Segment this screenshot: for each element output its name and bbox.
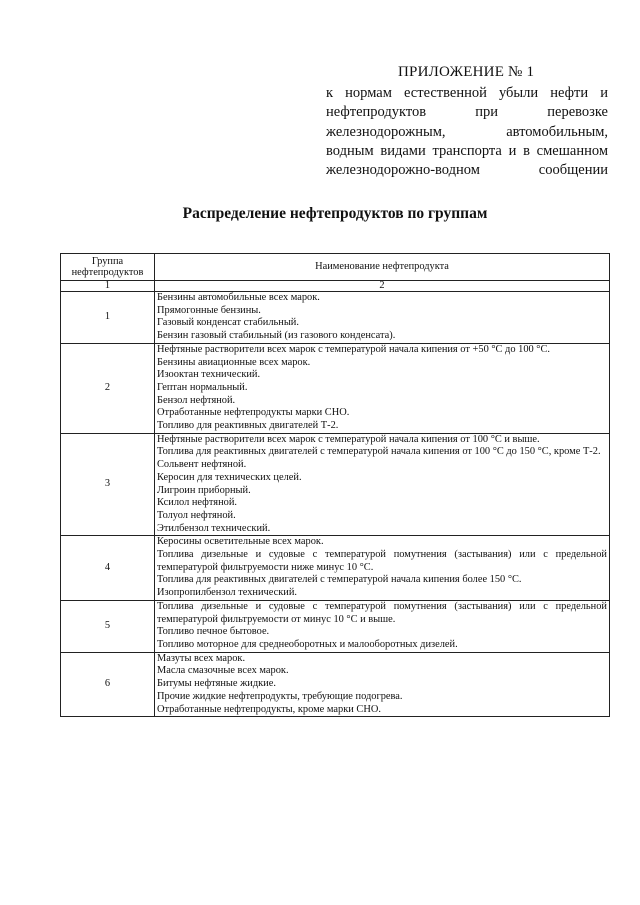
product-item: Газовый конденсат стабильный. xyxy=(157,317,299,329)
subtitle-line: железнодорожно-водном сообщении xyxy=(326,162,608,179)
product-item: Бензин газовый стабильный (из газового конденсата). xyxy=(157,330,396,342)
table-row xyxy=(61,433,610,536)
product-item: Прочие жидкие нефтепродукты, требующие подогрева. xyxy=(157,690,403,702)
appendix-subtitle xyxy=(326,84,608,180)
product-item: Топлива для реактивных двигателей с температурой начала кипения более 150 °С. xyxy=(157,574,522,586)
product-item: Этилбензол технический. xyxy=(157,522,271,534)
column-number-row xyxy=(61,281,610,292)
group-number: 6 xyxy=(61,652,155,717)
table-row xyxy=(61,600,610,652)
group-number: 2 xyxy=(61,343,155,433)
table-header-row xyxy=(61,254,610,281)
group-number: 3 xyxy=(61,433,155,536)
group-number: 4 xyxy=(61,536,155,601)
product-item: Изооктан технический. xyxy=(157,369,261,381)
column-number: 1 xyxy=(61,281,155,292)
product-list xyxy=(155,536,610,601)
product-item: Бензины автомобильные всех марок. xyxy=(157,292,320,303)
appendix-title: ПРИЛОЖЕНИЕ № 1 xyxy=(398,64,535,80)
product-list xyxy=(155,652,610,717)
product-item: Нефтяные растворители всех марок с температурой начала кипения от +50 °С до 100 °С. xyxy=(157,343,550,355)
product-item: Битумы нефтяные жидкие. xyxy=(157,678,276,690)
group-number: 1 xyxy=(61,292,155,344)
product-list xyxy=(155,292,610,344)
product-item: Гептан нормальный. xyxy=(157,381,248,393)
product-item: Ксилол нефтяной. xyxy=(157,497,237,509)
subtitle-line: нефтепродуктов при перевозке xyxy=(326,104,608,121)
product-item: Топливо печное бытовое. xyxy=(157,626,270,638)
subtitle-line: к нормам естественной убыли нефти и xyxy=(326,85,608,101)
product-item: Керосины осветительные всех марок. xyxy=(157,536,324,548)
product-item: Отработанные нефтепродукты марки СНО. xyxy=(157,407,350,419)
document-heading: Распределение нефтепродуктов по группам xyxy=(182,205,488,222)
product-item: Нефтяные растворители всех марок с температурой начала кипения от 100 °С и выше. xyxy=(157,433,540,445)
product-item: Прямогонные бензины. xyxy=(157,304,261,316)
product-item: Сольвент нефтяной. xyxy=(157,459,247,471)
product-item: Изопропилбензол технический. xyxy=(157,587,298,599)
product-item: Топливо для реактивных двигателей Т-2. xyxy=(157,420,339,432)
column-header-name: Наименование нефтепродукта xyxy=(155,254,610,281)
product-item: Толуол нефтяной. xyxy=(157,509,236,521)
product-item: Лигроин приборный. xyxy=(157,484,251,496)
product-item: Топлива для реактивных двигателей с температурой начала кипения от 100 °С до 150 °С, кроме Т-2. xyxy=(157,446,601,458)
product-list xyxy=(155,343,610,433)
product-groups-table xyxy=(60,253,610,717)
subtitle-line: водным видами транспорта и в смешанном xyxy=(326,142,608,159)
subtitle-line: железнодорожным, автомобильным, xyxy=(326,123,608,140)
table-row xyxy=(61,536,610,601)
product-item: Топлива дизельные и судовые с температурой помутнения (застывания) или с предельной температурой фильтруемости ниже минус 10 °С. xyxy=(157,549,607,573)
table-row xyxy=(61,292,610,344)
product-list xyxy=(155,600,610,652)
product-item: Топливо моторное для среднеоборотных и малооборотных дизелей. xyxy=(157,638,458,650)
table-row xyxy=(61,343,610,433)
product-item: Отработанные нефтепродукты, кроме марки СНО. xyxy=(157,703,381,715)
product-item: Бензол нефтяной. xyxy=(157,394,236,406)
table-row xyxy=(61,652,610,717)
group-number: 5 xyxy=(61,600,155,652)
product-item: Мазуты всех марок. xyxy=(157,652,246,664)
product-item: Бензины авиационные всех марок. xyxy=(157,356,311,368)
product-list xyxy=(155,433,610,536)
product-item: Топлива дизельные и судовые с температурой помутнения (застывания) или с предельной температурой фильтруемости от минус 10 °С и выше. xyxy=(157,600,607,625)
product-item: Масла смазочные всех марок. xyxy=(157,665,289,677)
column-header-group: Группа нефтепродуктов xyxy=(61,254,155,281)
column-number: 2 xyxy=(155,281,610,292)
product-item: Керосин для технических целей. xyxy=(157,471,302,483)
